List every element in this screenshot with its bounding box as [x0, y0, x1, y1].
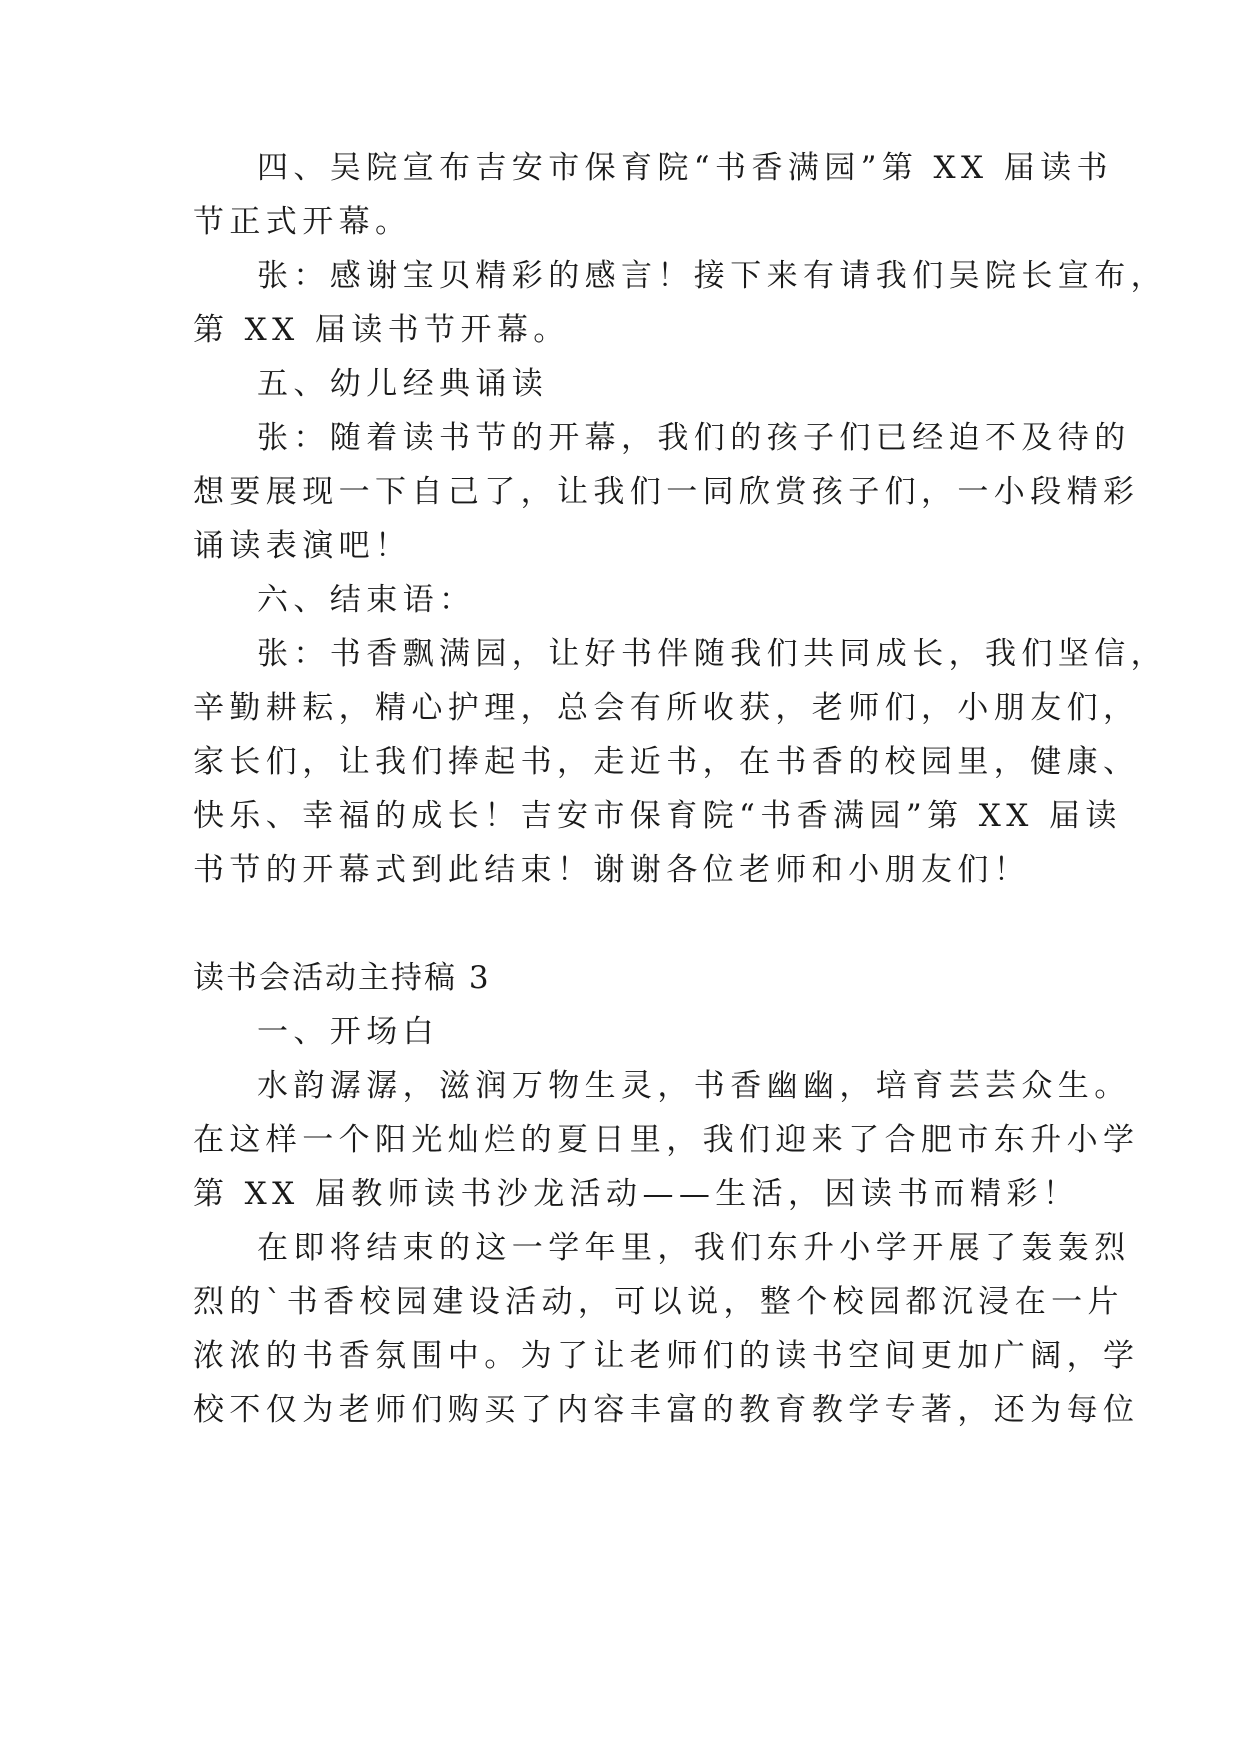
text-line: 烈的`书香校园建设活动，可以说，整个校园都沉浸在一片	[193, 1284, 1124, 1320]
text-line: 水韵潺潺，滋润万物生灵，书香幽幽，培育芸芸众生。	[257, 1068, 1131, 1104]
text-line: 四、吴院宣布吉安市保育院“书香满园”第 XX 届读书	[257, 150, 1113, 186]
text-line: 在即将结束的这一学年里，我们东升小学开展了轰轰烈	[257, 1230, 1131, 1266]
text-line: 在这样一个阳光灿烂的夏日里，我们迎来了合肥市东升小学	[193, 1122, 1140, 1158]
text-line: 诵读表演吧！	[193, 528, 412, 564]
text-line: 浓浓的书香氛围中。为了让老师们的读书空间更加广阔，学	[193, 1338, 1140, 1374]
text-line: 第 XX 届教师读书沙龙活动——生活，因读书而精彩！	[193, 1176, 1080, 1212]
text-line: 节正式开幕。	[193, 204, 412, 240]
section-heading: 五、幼儿经典诵读	[257, 366, 549, 402]
section-heading: 一、开场白	[257, 1014, 439, 1050]
text-line: 快乐、幸福的成长！吉安市保育院“书香满园”第 XX 届读	[193, 798, 1122, 834]
text-line: 校不仅为老师们购买了内容丰富的教育教学专著，还为每位	[193, 1392, 1140, 1428]
text-line: 想要展现一下自己了，让我们一同欣赏孩子们，一小段精彩	[193, 474, 1140, 510]
text-line: 第 XX 届读书节开幕。	[193, 312, 570, 348]
text-line: 书节的开幕式到此结束！谢谢各位老师和小朋友们！	[193, 852, 1031, 888]
text-line: 张：随着读书节的开幕，我们的孩子们已经迫不及待的	[257, 420, 1131, 456]
text-line: 张：感谢宝贝精彩的感言！接下来有请我们吴院长宣布，	[257, 258, 1167, 294]
text-line: 家长们，让我们捧起书，走近书，在书香的校园里，健康、	[193, 744, 1140, 780]
section-heading: 六、结束语：	[257, 582, 476, 618]
text-line: 辛勤耕耘，精心护理，总会有所收获，老师们，小朋友们，	[193, 690, 1140, 726]
document-title: 读书会活动主持稿 3	[193, 960, 491, 996]
text-line: 张：书香飘满园，让好书伴随我们共同成长，我们坚信，	[257, 636, 1167, 672]
